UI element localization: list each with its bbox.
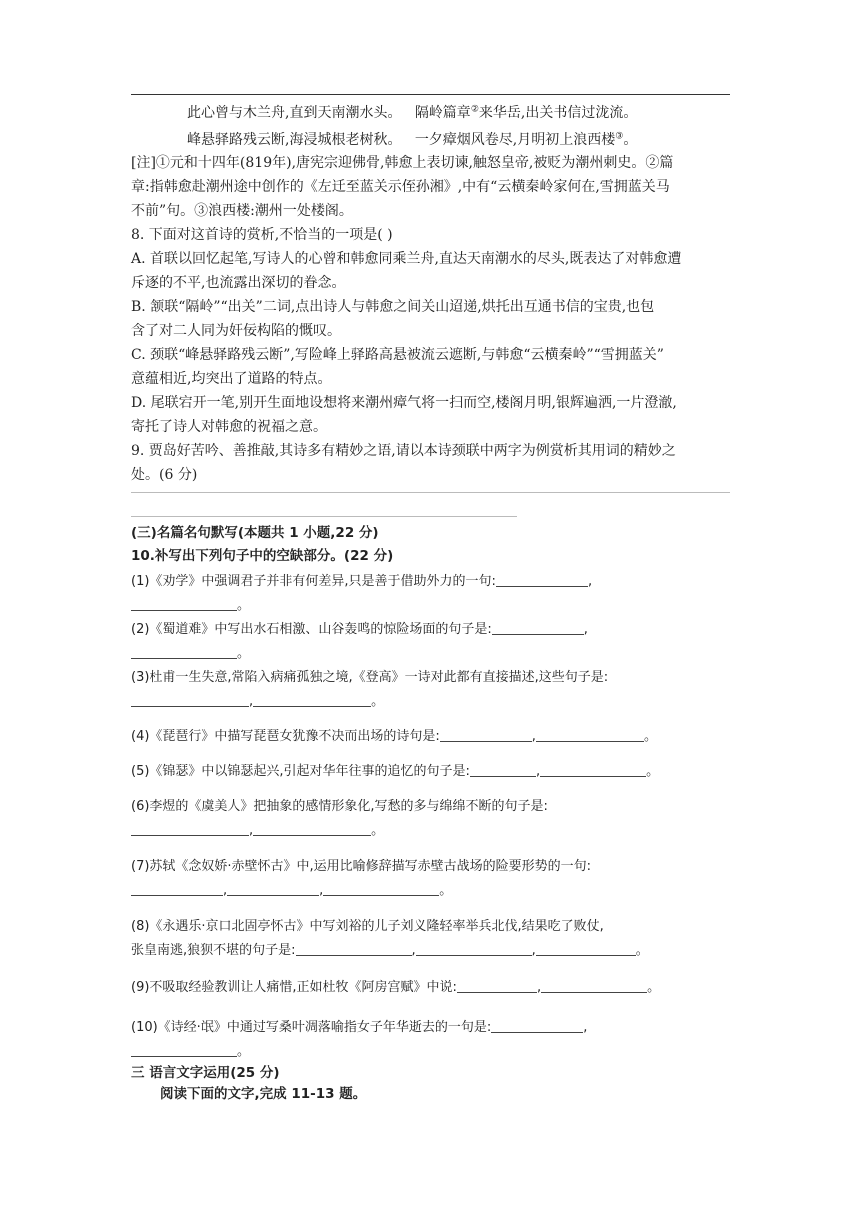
q8-stem: 8. 下面对这首诗的赏析,不恰当的一项是( ) bbox=[131, 227, 393, 243]
blank[interactable] bbox=[131, 821, 249, 836]
blank[interactable] bbox=[491, 1018, 583, 1033]
note-line-2: 章:指韩愈赴潮州途中创作的《左迁至蓝关示侄孙湘》,中有“云横秦岭家何在,雪拥蓝关马 bbox=[131, 179, 670, 195]
q10-item-1-text: (1)《劝学》中强调君子并非有何差异,只是善于借助外力的一句: bbox=[131, 574, 496, 589]
q10-item-4 bbox=[131, 727, 731, 747]
blank[interactable] bbox=[131, 596, 237, 611]
q10-item-2 bbox=[131, 620, 731, 640]
blank[interactable] bbox=[227, 881, 319, 896]
note-line-1: [注]①元和十四年(819年),唐宪宗迎佛骨,韩愈上表切谏,触怒皇帝,被贬为潮州刺史。②篇 bbox=[131, 155, 674, 171]
q10-item-10-cont bbox=[131, 1042, 731, 1062]
period: 。 bbox=[635, 943, 649, 958]
comma: , bbox=[319, 883, 324, 898]
q10-item-5-text: (5)《锦瑟》中以锦瑟起兴,引起对华年往事的追忆的句子是: bbox=[131, 764, 470, 779]
q8-option-c-line-2: 意蕴相近,均突出了道路的特点。 bbox=[131, 371, 332, 387]
q10-item-2-cont bbox=[131, 644, 731, 664]
poem-line-1-first-half: 此心曾与木兰舟,直到天南潮水头。 bbox=[187, 105, 402, 121]
q10-item-8-text-2: 张皇南逃,狼狈不堪的句子是: bbox=[131, 943, 296, 958]
blank[interactable] bbox=[416, 941, 532, 956]
blank[interactable] bbox=[131, 692, 249, 707]
q10-item-7-text: (7)苏轼《念奴娇·赤壁怀古》中,运用比喻修辞描写赤壁古战场的险要形势的一句: bbox=[131, 859, 592, 874]
q10-item-9 bbox=[131, 978, 731, 998]
period: 。 bbox=[643, 729, 657, 744]
footnote-marker-3: ③ bbox=[615, 131, 624, 142]
q10-item-10 bbox=[131, 1018, 731, 1038]
comma: , bbox=[535, 764, 541, 779]
comma: , bbox=[583, 622, 588, 637]
comma: , bbox=[587, 574, 593, 589]
comma: , bbox=[249, 823, 254, 838]
q8-option-b-line-1: B. 颔联“隔岭”“出关”二词,点出诗人与韩愈之间关山迢递,烘托出互通书信的宝贵,也包 bbox=[131, 299, 655, 315]
blank[interactable] bbox=[536, 727, 644, 742]
poem-line-2-end: 。 bbox=[623, 132, 638, 148]
q8-option-d-line-2: 寄托了诗人对韩愈的祝福之意。 bbox=[131, 419, 327, 435]
blank[interactable] bbox=[296, 941, 412, 956]
q8-option-a-line-2: 斥逐的不平,也流露出深切的眷念。 bbox=[131, 275, 346, 291]
blank[interactable] bbox=[131, 881, 223, 896]
blank[interactable] bbox=[536, 941, 636, 956]
q10-item-7-cont bbox=[131, 881, 731, 901]
q10-item-8-text: (8)《永遇乐·京口北固亭怀古》中写刘裕的儿子刘义隆轻率举兵北伐,结果吃了败仗, bbox=[131, 919, 604, 934]
poem-line-2 bbox=[187, 130, 787, 150]
q10-item-9-text: (9)不吸取经验教训让人痛惜,正如杜牧《阿房宫赋》中说: bbox=[131, 980, 457, 995]
blank[interactable] bbox=[470, 762, 536, 777]
q8-option-d-line-1: D. 尾联宕开一笔,别开生面地设想将来潮州瘴气将一扫而空,楼阁月明,银辉遍洒,一片澄澈, bbox=[131, 395, 677, 411]
q9-answer-line-1 bbox=[131, 492, 730, 493]
q10-item-6 bbox=[131, 797, 731, 817]
period: 。 bbox=[646, 764, 660, 779]
comma: , bbox=[223, 883, 228, 898]
poem-line-1 bbox=[187, 103, 787, 123]
period: 。 bbox=[237, 1044, 251, 1059]
part-3-heading: 三 语言文字运用(25 分) bbox=[131, 1065, 280, 1081]
footnote-marker-2: ② bbox=[470, 104, 479, 115]
poem-line-1-end: 来华岳,出关书信过泷流。 bbox=[478, 105, 638, 121]
comma: , bbox=[411, 943, 416, 958]
comma: , bbox=[583, 1020, 588, 1035]
blank[interactable] bbox=[323, 881, 439, 896]
comma: , bbox=[536, 980, 542, 995]
blank[interactable] bbox=[457, 978, 537, 993]
section-3-heading: (三)名篇名句默写(本题共 1 小题,22 分) bbox=[131, 525, 379, 541]
q10-item-6-text: (6)李煜的《虞美人》把抽象的感情形象化,写愁的多与绵绵不断的句子是: bbox=[131, 799, 548, 814]
blank[interactable] bbox=[496, 572, 588, 587]
poem-line-2-second-half: 一夕瘴烟风卷尽,月明初上浪西楼 bbox=[414, 132, 616, 148]
period: 。 bbox=[371, 823, 385, 838]
q10-item-8-cont bbox=[131, 941, 731, 961]
q9-line-2: 处。(6 分) bbox=[131, 467, 198, 483]
q10-heading: 10.补写出下列句子中的空缺部分。(22 分) bbox=[131, 548, 394, 564]
q10-item-1-cont bbox=[131, 596, 731, 616]
q10-item-1 bbox=[131, 572, 731, 592]
q10-item-3 bbox=[131, 668, 731, 688]
blank[interactable] bbox=[131, 644, 237, 659]
blank[interactable] bbox=[131, 1042, 237, 1057]
blank[interactable] bbox=[253, 692, 371, 707]
q10-item-4-text: (4)《琵琶行》中描写琵琶女犹豫不决而出场的诗句是: bbox=[131, 729, 440, 744]
period: 。 bbox=[237, 646, 251, 661]
blank[interactable] bbox=[253, 821, 371, 836]
period: 。 bbox=[647, 980, 661, 995]
q10-item-3-text: (3)杜甫一生失意,常陷入病痛孤独之境,《登高》一诗对此都有直接描述,这些句子是: bbox=[131, 670, 609, 685]
part-3-instruction: 阅读下面的文字,完成 11-13 题。 bbox=[160, 1086, 367, 1102]
q10-item-7 bbox=[131, 857, 731, 877]
q9-line-1: 9. 贾岛好苦吟、善推敲,其诗多有精妙之语,请以本诗颈联中两字为例赏析其用词的精妙之 bbox=[131, 443, 676, 459]
q10-item-10-text: (10)《诗经·氓》中通过写桑叶凋落喻指女子年华逝去的一句是: bbox=[131, 1020, 492, 1035]
poem-line-2-first-half: 峰悬驿路残云断,海浸城根老树秋。 bbox=[187, 132, 402, 148]
header-rule bbox=[131, 94, 730, 95]
poem-line-1-second-half: 隔岭篇章 bbox=[414, 105, 471, 121]
comma: , bbox=[249, 694, 254, 709]
q8-option-c-line-1: C. 颈联“峰悬驿路残云断”,写险峰上驿路高悬被流云遮断,与韩愈“云横秦岭”“雪拥蓝关” bbox=[131, 347, 664, 363]
q8-option-a-line-1: A. 首联以回忆起笔,写诗人的心曾和韩愈同乘兰舟,直达天南潮水的尽头,既表达了对韩愈遭 bbox=[131, 251, 682, 267]
blank[interactable] bbox=[541, 978, 647, 993]
q10-item-2-text: (2)《蜀道难》中写出水石相激、山谷轰鸣的惊险场面的句子是: bbox=[131, 622, 492, 637]
blank[interactable] bbox=[492, 620, 584, 635]
period: 。 bbox=[439, 883, 453, 898]
note-line-3: 不前”句。③浪西楼:潮州一处楼阁。 bbox=[131, 203, 353, 219]
period: 。 bbox=[237, 598, 251, 613]
blank[interactable] bbox=[440, 727, 532, 742]
comma: , bbox=[531, 729, 536, 744]
comma: , bbox=[531, 943, 536, 958]
q8-option-b-line-2: 含了对二人同为奸佞构陷的慨叹。 bbox=[131, 323, 341, 339]
q10-item-5 bbox=[131, 762, 731, 782]
blank[interactable] bbox=[540, 762, 646, 777]
q10-item-3-cont bbox=[131, 692, 731, 712]
q9-answer-line-2 bbox=[131, 516, 517, 517]
q10-item-6-cont bbox=[131, 821, 731, 841]
q10-item-8 bbox=[131, 917, 731, 937]
period: 。 bbox=[371, 694, 385, 709]
